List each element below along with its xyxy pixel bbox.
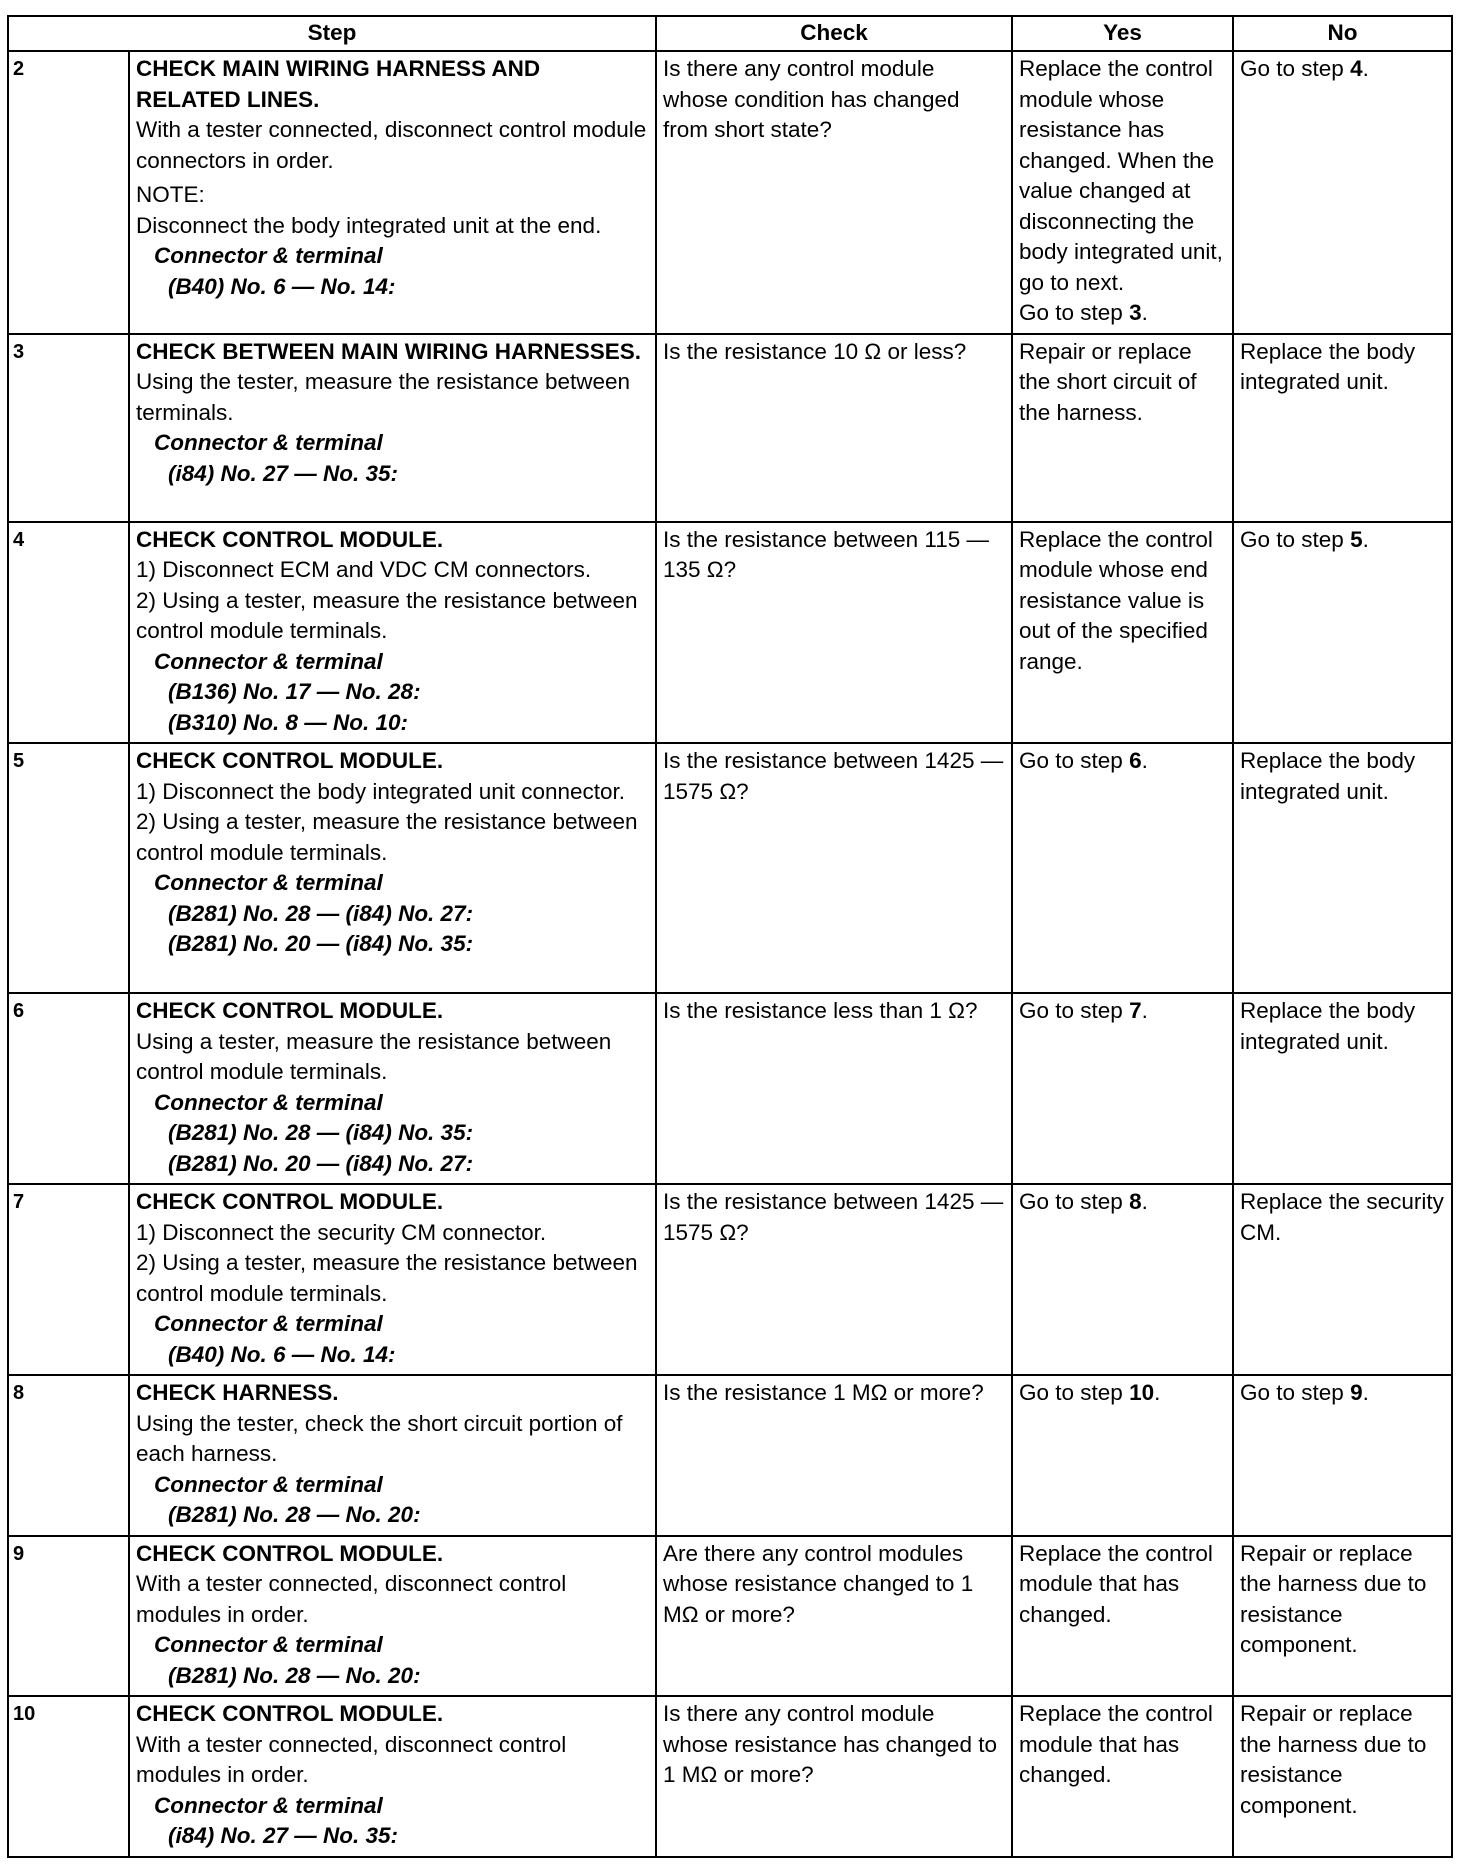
terminal-spec: (B281) No. 28 — (i84) No. 27: <box>168 900 474 926</box>
step-title: CHECK CONTROL MODULE. <box>136 526 444 552</box>
connector-label: Connector & terminal <box>154 648 383 674</box>
yes-step-ref: 10 <box>1129 1380 1155 1405</box>
substep: 1) Disconnect the security CM connector. <box>136 1219 547 1245</box>
check-cell: Is the resistance 10 Ω or less? <box>656 334 1012 522</box>
terminal-spec: (B281) No. 28 — No. 20: <box>168 1662 421 1688</box>
header-step: Step <box>8 16 656 51</box>
step-title: CHECK HARNESS. <box>136 1380 339 1405</box>
step-number: 2 <box>8 51 129 334</box>
step-number: 3 <box>8 334 129 522</box>
check-cell: Is the resistance between 1425 — 1575 Ω? <box>656 1184 1012 1375</box>
table-row <box>8 1184 1452 1375</box>
yes-cell: Go to step 10. <box>1012 1375 1233 1536</box>
connector-label: Connector & terminal <box>154 1471 383 1497</box>
yes-cell: Replace the control module whose end resistance value is out of the specified range. <box>1012 522 1233 744</box>
note-text: Disconnect the body integrated unit at the end. <box>136 212 602 238</box>
check-cell: Are there any control modules whose resistance changed to 1 MΩ or more? <box>656 1536 1012 1697</box>
yes-cell: Repair or replace the short circuit of the harness. <box>1012 334 1233 522</box>
yes-step-ref: 7 <box>1129 998 1142 1023</box>
step-desc: With a tester connected, disconnect control modules in order. <box>136 1571 567 1627</box>
yes-step-ref: 3 <box>1129 300 1142 325</box>
terminal-spec: (B281) No. 20 — (i84) No. 27: <box>168 1150 474 1176</box>
connector-label: Connector & terminal <box>154 243 383 268</box>
yes-goto: Go to step 3. <box>1019 300 1148 325</box>
step-number: 8 <box>8 1375 129 1536</box>
yes-cell: Go to step 7. <box>1012 993 1233 1184</box>
no-cell: Go to step 5. <box>1233 522 1452 744</box>
connector-label: Connector & terminal <box>154 870 383 895</box>
step-title: CHECK CONTROL MODULE. <box>136 1189 444 1214</box>
header-check: Check <box>656 16 1012 51</box>
step-cell <box>129 1536 656 1697</box>
step-title: CHECK CONTROL MODULE. <box>136 748 444 773</box>
substep: 1) Disconnect ECM and VDC CM connectors. <box>136 557 592 582</box>
header-no: No <box>1233 16 1452 51</box>
header-row <box>8 16 1452 51</box>
connector-label: Connector & terminal <box>154 430 383 455</box>
table-row <box>8 1696 1452 1857</box>
step-cell <box>129 334 656 522</box>
terminal-spec: (B310) No. 8 — No. 10: <box>168 709 409 735</box>
table-row <box>8 1375 1452 1536</box>
connector-label: Connector & terminal <box>154 1311 383 1336</box>
step-desc: Using the tester, measure the resistance between terminals. <box>136 369 631 425</box>
no-cell: Replace the body integrated unit. <box>1233 993 1452 1184</box>
no-step-ref: 9 <box>1350 1380 1363 1405</box>
no-step-ref: 4 <box>1350 56 1363 81</box>
step-title: CHECK CONTROL MODULE. <box>136 1540 444 1566</box>
step-title: CHECK BETWEEN MAIN WIRING HARNESSES. <box>136 338 642 364</box>
check-cell: Is there any control module whose condition has changed from short state? <box>656 51 1012 334</box>
yes-cell: Go to step 6. <box>1012 743 1233 993</box>
step-title: CHECK CONTROL MODULE. <box>136 1701 444 1726</box>
check-cell: Is there any control module whose resistance has changed to 1 MΩ or more? <box>656 1696 1012 1857</box>
step-number: 5 <box>8 743 129 993</box>
no-step-ref: 5 <box>1350 526 1363 552</box>
yes-cell <box>1012 51 1233 334</box>
check-cell: Is the resistance 1 MΩ or more? <box>656 1375 1012 1536</box>
terminal-spec: (i84) No. 27 — No. 35: <box>168 1823 399 1848</box>
diagnostic-table <box>7 15 1453 1858</box>
step-desc: Using the tester, check the short circuit portion of each harness. <box>136 1410 623 1466</box>
terminal-spec: (B281) No. 28 — No. 20: <box>168 1502 421 1527</box>
terminal-spec: (i84) No. 27 — No. 35: <box>168 460 399 486</box>
step-cell <box>129 743 656 993</box>
no-cell: Repair or replace the harness due to resistance component. <box>1233 1536 1452 1697</box>
table-row <box>8 51 1452 334</box>
substep: 2) Using a tester, measure the resistance between control module terminals. <box>136 809 638 865</box>
terminal-spec: (B136) No. 17 — No. 28: <box>168 679 421 704</box>
step-cell <box>129 1696 656 1857</box>
yes-cell: Replace the control module that has changed. <box>1012 1696 1233 1857</box>
no-cell: Go to step 9. <box>1233 1375 1452 1536</box>
substep: 2) Using a tester, measure the resistance between control module terminals. <box>136 1250 638 1306</box>
yes-step-ref: 8 <box>1129 1189 1142 1214</box>
no-cell: Go to step 4. <box>1233 51 1452 334</box>
step-cell <box>129 1184 656 1375</box>
table-row <box>8 522 1452 744</box>
yes-step-ref: 6 <box>1129 748 1142 773</box>
substep: 1) Disconnect the body integrated unit connector. <box>136 778 626 804</box>
table-row <box>8 743 1452 993</box>
connector-label: Connector & terminal <box>154 1632 383 1657</box>
no-cell: Replace the security CM. <box>1233 1184 1452 1375</box>
table-row <box>8 1536 1452 1697</box>
table-row <box>8 334 1452 522</box>
step-title: CHECK CONTROL MODULE. <box>136 998 444 1023</box>
step-number: 10 <box>8 1696 129 1857</box>
step-number: 9 <box>8 1536 129 1697</box>
step-desc: Using a tester, measure the resistance between control module terminals. <box>136 1028 612 1084</box>
step-cell <box>129 51 656 334</box>
step-number: 4 <box>8 522 129 744</box>
step-desc: With a tester connected, disconnect control module connectors in order. <box>136 117 647 173</box>
connector-label: Connector & terminal <box>154 1792 383 1818</box>
check-cell: Is the resistance between 1425 — 1575 Ω? <box>656 743 1012 993</box>
terminal-spec: (B281) No. 20 — (i84) No. 35: <box>168 931 474 956</box>
check-cell: Is the resistance between 115 — 135 Ω? <box>656 522 1012 744</box>
table-row <box>8 993 1452 1184</box>
step-cell <box>129 993 656 1184</box>
step-number: 7 <box>8 1184 129 1375</box>
no-cell: Replace the body integrated unit. <box>1233 743 1452 993</box>
check-cell: Is the resistance less than 1 Ω? <box>656 993 1012 1184</box>
yes-cell: Replace the control module that has changed. <box>1012 1536 1233 1697</box>
yes-text: Replace the control module whose resistance has changed. When the value changed at disconnecting the body integrated unit, go to next. <box>1019 56 1223 295</box>
step-number: 6 <box>8 993 129 1184</box>
step-title: CHECK MAIN WIRING HARNESS AND RELATED LINES. <box>136 56 541 112</box>
step-desc: With a tester connected, disconnect control modules in order. <box>136 1731 567 1787</box>
yes-cell: Go to step 8. <box>1012 1184 1233 1375</box>
step-cell <box>129 1375 656 1536</box>
substep: 2) Using a tester, measure the resistance between control module terminals. <box>136 587 638 643</box>
no-cell: Replace the body integrated unit. <box>1233 334 1452 522</box>
terminal-spec: (B40) No. 6 — No. 14: <box>168 1341 396 1367</box>
terminal-spec: (B40) No. 6 — No. 14: <box>168 273 396 299</box>
header-yes: Yes <box>1012 16 1233 51</box>
step-cell <box>129 522 656 744</box>
no-cell: Repair or replace the harness due to resistance component. <box>1233 1696 1452 1857</box>
note-label: NOTE: <box>136 182 205 207</box>
terminal-spec: (B281) No. 28 — (i84) No. 35: <box>168 1120 474 1145</box>
connector-label: Connector & terminal <box>154 1089 383 1115</box>
